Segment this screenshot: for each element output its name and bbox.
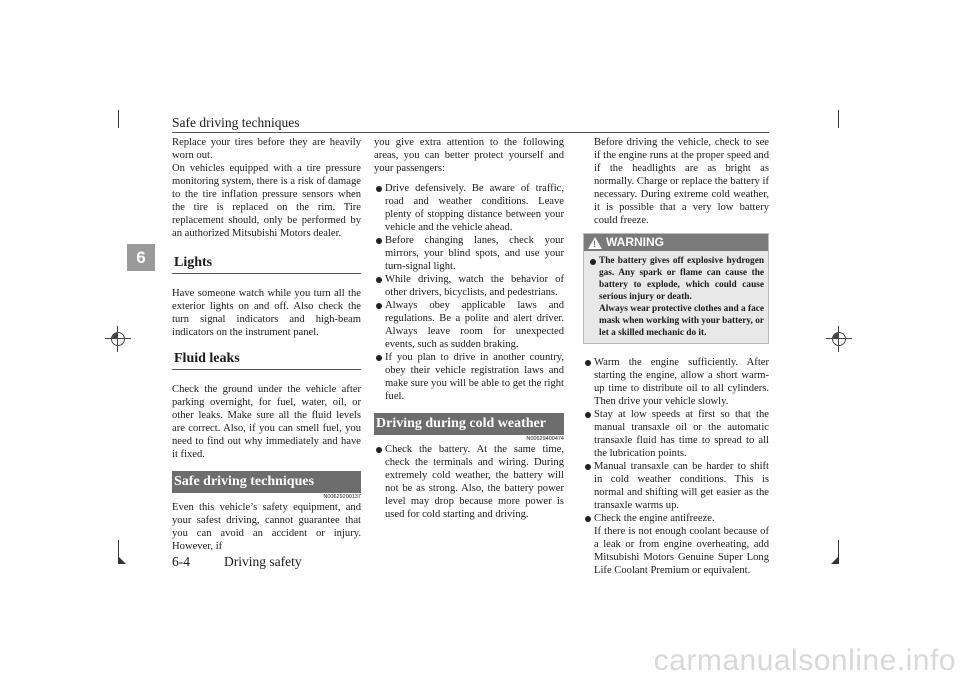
battery-check-paragraph: Before driving the vehicle, check to see if the engine runs at the proper speed and if the headlights are as bright as normally. Charge or replace the battery if necessary. During extreme cold weather, it is possible that a very low battery could freeze. — [594, 137, 769, 226]
corner-triangle-left — [118, 556, 126, 564]
fluid-leaks-paragraph: Check the ground under the vehicle after parking overnight, for fuel, water, oil, or other leaks. Make sure all the fluid levels are correct. Also, if you can smell fuel, you need to find out why immediately and have it fixed. — [172, 384, 361, 460]
list-item: While driving, watch the behavior of other drivers, bicyclists, and pedestrians. — [374, 273, 564, 299]
fluid-leaks-heading: Fluid leaks — [172, 349, 361, 370]
cold-weather-code: N00629400474 — [526, 436, 564, 442]
page-footer — [172, 554, 302, 570]
lights-heading: Lights — [172, 253, 361, 274]
header-rule — [172, 132, 769, 133]
safe-driving-paragraph: Even this vehicle’s safety equipment, and your safest driving, cannot guarantee that you can avoid an accident or injury. However, if — [172, 502, 361, 552]
warning-text-1: The battery gives off explosive hydrogen gas. Any spark or flame can cause the battery to explode, which could cause serious injury or death. — [588, 255, 764, 303]
list-item: Warm the engine sufficiently. After starting the engine, allow a short warm-up time to distribute oil to all cylinders. Then drive your vehicle slowly. — [583, 356, 769, 408]
page-number: 6-4 — [172, 554, 190, 569]
list-item: Manual transaxle can be harder to shift in cold weather conditions. This is normal and shifting will get easier as the transaxle warms up. — [583, 460, 769, 512]
warning-triangle-icon: ! — [588, 237, 602, 249]
registration-mark-left — [105, 326, 131, 352]
safe-driving-heading: Safe driving techniques — [172, 471, 361, 493]
antifreeze-paragraph: If there is not enough coolant because of a leak or from engine overheating, add Mitsubishi Motors Genuine Super Long Life Coolant Premium or equivalent. — [594, 526, 769, 576]
column-2 — [374, 136, 564, 521]
list-item: Check the engine antifreeze. — [583, 512, 769, 525]
cold-weather-heading: Driving during cold weather — [374, 413, 564, 435]
crop-mark-top-left — [118, 110, 119, 128]
warning-header — [584, 234, 768, 251]
crop-mark-top-right — [838, 110, 839, 128]
warning-text-2: Always wear protective clothes and a face mask when working with your battery, or let a skilled mechanic do it. — [599, 304, 764, 338]
list-item: Drive defensively. Be aware of traffic, road and weather conditions. Leave plenty of stopping distance between your vehicle and the vehicle ahead. — [374, 182, 564, 234]
list-item: Stay at low speeds at first so that the manual transaxle oil or the automatic transaxle fluid has time to spread to all the lubrication points. — [583, 408, 769, 460]
running-header: Safe driving techniques — [172, 115, 300, 130]
warning-label: WARNING — [606, 235, 664, 249]
tires-paragraph-2: On vehicles equipped with a tire pressure monitoring system, there is a risk of damage to the tire inflation pressure sensors when the tire is replaced on the rim. Tire replacement should, only be performed by an authorized Mitsubishi Motors dealer. — [172, 163, 361, 239]
list-item: Always obey applicable laws and regulations. Be a polite and alert driver. Always leave room for unexpected events, such as sudden braking. — [374, 299, 564, 351]
passengers-intro: you give extra attention to the following areas, you can better protect yourself and your passengers: — [374, 137, 564, 174]
warning-body — [584, 251, 768, 343]
column-3 — [583, 136, 769, 577]
list-item: Check the battery. At the same time, check the terminals and wiring. During extremely cold weather, the battery will not be as strong. Also, the battery power level may drop because more power is used for cold starting and driving. — [374, 443, 564, 521]
watermark: carmanualsonline.info — [653, 644, 956, 677]
list-item: If you plan to drive in another country, obey their vehicle registration laws and make sure you will be able to get the right fuel. — [374, 351, 564, 403]
tires-paragraph-1: Replace your tires before they are heavily worn out. — [172, 137, 361, 161]
registration-mark-right — [826, 326, 852, 352]
safe-driving-code: N00629200137 — [323, 494, 361, 500]
corner-triangle-right — [831, 556, 839, 564]
chapter-tab: 6 — [127, 244, 155, 271]
footer-section: Driving safety — [224, 554, 302, 569]
list-item: Before changing lanes, check your mirrors, your blind spots, and use your turn-signal light. — [374, 234, 564, 273]
lights-paragraph: Have someone watch while you turn all the exterior lights on and off. Also check the turn signal indicators and high-beam indicators on the instrument panel. — [172, 288, 361, 338]
column-1 — [172, 136, 361, 553]
warning-box — [583, 233, 769, 344]
